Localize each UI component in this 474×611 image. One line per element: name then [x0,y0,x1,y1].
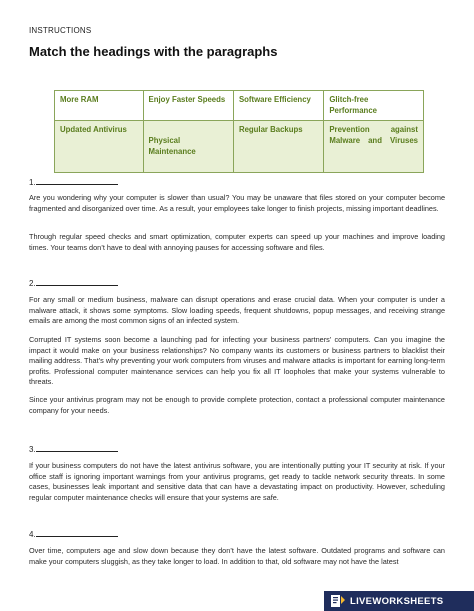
heading-option: Glitch-free Performance [324,91,424,121]
answer-blank-2[interactable] [29,277,118,288]
answer-line[interactable] [36,528,118,537]
paragraph: Corrupted IT systems soon become a launching pad for infecting your business partners’ computers. Can you imagine the impact it would make on your business relationships? No company wants its customers or business partners to blacklist their mailing address. That’s why preventing your work computers from viruses and malware attacks is important for earning long-term profits. Professional computer maintenance services can help you fix all IT loopholes that make your systems vulnerable to threats. [29,335,445,386]
section-number: 4. [29,530,36,539]
answer-blank-1[interactable] [29,176,118,187]
instructions-label: INSTRUCTIONS [29,26,92,35]
paragraph: Since your antivirus program may not be enough to provide complete protection, contact a professional computer maintenance company for your needs. [29,395,445,415]
paragraph: If your business computers do not have the latest antivirus software, you are intentionally putting your IT security at risk. If your office staff is ignoring important warnings from your antivirus programs, get ready to tackle network security threats. In some cases, businesses leak important and sensitive data that can have a devastating impact on productivity. However, scheduling regular computer maintenance checks will ensure that your systems are safe. [29,461,445,502]
heading-option: Prevention against Malware and Viruses [324,121,424,173]
answer-blank-3[interactable] [29,443,118,454]
liveworksheets-footer [324,591,474,611]
section-number: 1. [29,178,36,187]
headings-table [54,90,424,173]
heading-option: More RAM [55,91,144,121]
paragraph: Are you wondering why your computer is slower than usual? You may be unaware that files stored on your computer become fragmented and disorganized over time. As a result, your employees take longer to finish projects, missing important deadlines. [29,193,445,213]
answer-line[interactable] [36,443,118,452]
headings-row-2 [55,121,424,173]
answer-line[interactable] [36,277,118,286]
page-title: Match the headings with the paragraphs [29,44,278,59]
heading-option: Regular Backups [233,121,323,173]
heading-option: Physical Maintenance [143,121,233,173]
footer-brand: LIVEWORKSHEETS [350,595,444,607]
heading-option: Enjoy Faster Speeds [143,91,233,121]
section-number: 3. [29,445,36,454]
paragraph: Through regular speed checks and smart optimization, computer experts can speed up your machines and improve loading times. Your teams don’t have to deal with annoying pauses for accessing software and files. [29,232,445,252]
headings-row-1 [55,91,424,121]
paragraph: For any small or medium business, malware can disrupt operations and erase crucial data. When your computer is under a malware attack, it shows some symptoms. Slow loading speeds, frequent shutdowns, popup messages, and receiving strange emails are among the most common signs of an infected system. [29,295,445,325]
answer-blank-4[interactable] [29,528,118,539]
liveworksheets-logo-icon [330,594,346,608]
heading-option: Updated Antivirus [55,121,144,173]
paragraph: Over time, computers age and slow down because they don’t have the latest software. Outdated programs and software can make your computers sluggish, as they take longer to load. In addition to that, old software may not have the latest [29,546,445,566]
section-number: 2. [29,279,36,288]
heading-option: Software Efficiency [233,91,323,121]
answer-line[interactable] [36,176,118,185]
